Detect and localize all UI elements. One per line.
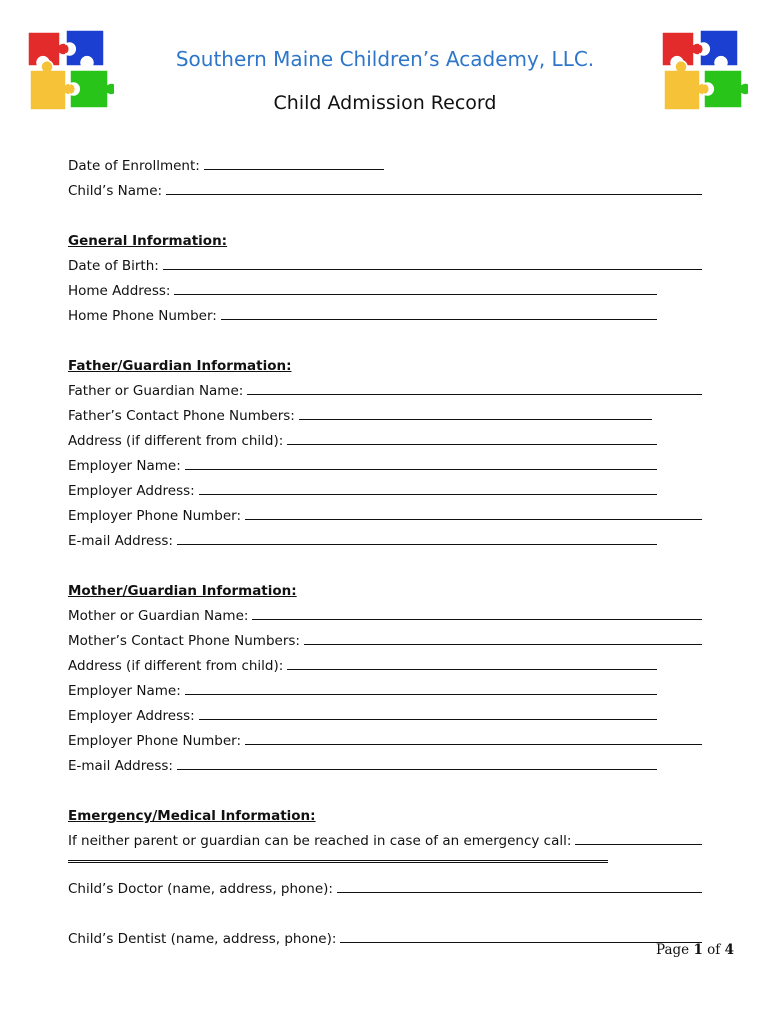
fill-line[interactable] (199, 494, 657, 495)
field-home-phone (68, 299, 657, 324)
fill-line[interactable] (299, 419, 652, 420)
section-heading-emergency: Emergency/Medical Information: (68, 808, 316, 824)
field-childs-doctor (68, 863, 702, 897)
page-number (656, 942, 734, 958)
section-heading-general: General Information: (68, 233, 228, 249)
fill-line[interactable] (174, 294, 657, 295)
field-father-employer-phone (68, 499, 702, 524)
field-label: Employer Name: (68, 458, 181, 474)
fill-line[interactable] (177, 769, 657, 770)
page-word: Page (656, 942, 690, 958)
fill-line[interactable] (287, 444, 657, 445)
field-label: Date of Enrollment: (68, 158, 200, 174)
field-childs-dentist (68, 922, 702, 947)
field-label: Child’s Name: (68, 183, 163, 199)
field-date-of-enrollment (68, 149, 702, 174)
field-father-address (68, 424, 657, 449)
fill-line[interactable] (287, 669, 657, 670)
field-label: Child’s Doctor (name, address, phone): (68, 881, 333, 897)
field-label: Mother’s Contact Phone Numbers: (68, 633, 300, 649)
fill-line[interactable] (245, 519, 702, 520)
field-label: Home Phone Number: (68, 308, 217, 324)
fill-line[interactable] (340, 942, 702, 943)
field-emergency-contact (68, 824, 702, 849)
fill-line[interactable] (252, 619, 702, 620)
field-mother-employer-phone (68, 724, 702, 749)
field-label: Address (if different from child): (68, 433, 284, 449)
field-label: Father’s Contact Phone Numbers: (68, 408, 295, 424)
fill-line[interactable] (247, 394, 702, 395)
fill-line[interactable] (575, 844, 702, 845)
field-mother-address (68, 649, 657, 674)
fill-line[interactable] (185, 694, 657, 695)
field-home-address (68, 274, 657, 299)
field-mother-employer-address (68, 699, 657, 724)
fill-line[interactable] (185, 469, 657, 470)
organization-name: Southern Maine Children’s Academy, LLC. (175, 47, 595, 71)
fill-line[interactable] (221, 319, 657, 320)
field-label: Employer Name: (68, 683, 181, 699)
field-label: Child’s Dentist (name, address, phone): (68, 931, 337, 947)
field-label: Mother or Guardian Name: (68, 608, 249, 624)
fill-line[interactable] (166, 194, 702, 195)
field-label: Father or Guardian Name: (68, 383, 244, 399)
page-total: 4 (724, 942, 734, 958)
fill-line-double[interactable] (68, 849, 702, 863)
field-mother-email (68, 749, 657, 774)
field-label: Employer Address: (68, 708, 195, 724)
field-label: Address (if different from child): (68, 658, 284, 674)
field-father-email (68, 524, 657, 549)
page-current: 1 (693, 942, 703, 958)
admission-form (68, 149, 702, 947)
field-mother-employer-name (68, 674, 657, 699)
field-label: Employer Phone Number: (68, 508, 242, 524)
field-mother-name (68, 599, 702, 624)
of-word: of (707, 942, 721, 958)
fill-line[interactable] (304, 644, 702, 645)
field-label: Date of Birth: (68, 258, 159, 274)
fill-line[interactable] (245, 744, 702, 745)
field-label: Home Address: (68, 283, 171, 299)
field-label: If neither parent or guardian can be reached in case of an emergency call: (68, 833, 572, 849)
fill-line[interactable] (163, 269, 702, 270)
fill-line[interactable] (199, 719, 657, 720)
fill-line[interactable] (204, 169, 384, 170)
field-label: Employer Address: (68, 483, 195, 499)
fill-line[interactable] (177, 544, 657, 545)
field-label: E-mail Address: (68, 533, 173, 549)
field-father-contact-phones (68, 399, 652, 424)
field-mother-contact-phones (68, 624, 702, 649)
field-label: Employer Phone Number: (68, 733, 242, 749)
document-title: Child Admission Record (273, 92, 497, 114)
fill-line[interactable] (337, 892, 702, 893)
field-father-name (68, 374, 702, 399)
field-father-employer-name (68, 449, 657, 474)
field-date-of-birth (68, 249, 702, 274)
section-heading-mother: Mother/Guardian Information: (68, 583, 297, 599)
field-childs-name (68, 174, 702, 199)
field-label: E-mail Address: (68, 758, 173, 774)
section-heading-father: Father/Guardian Information: (68, 358, 292, 374)
field-father-employer-address (68, 474, 657, 499)
